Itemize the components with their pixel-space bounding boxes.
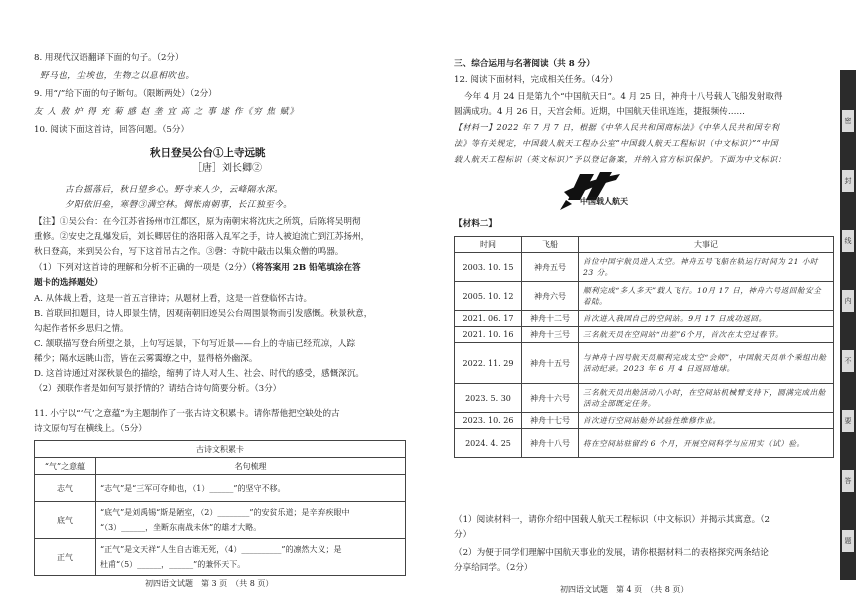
card-row-text: “志气”是“三军可夺帅也，（1）______”的坚守不移。	[96, 475, 406, 502]
option-d: D. 这首诗通过对深秋景色的描绘，缩骋了诗人对人生、社会、时代的感受，感慨深沉。	[34, 369, 365, 379]
card-row-text: “底气”是刘禹锡“斯是陋室，（2）________”的安贫乐道；是辛弃疾眼中 “（3）______，坐断东南战未休”的雄才大略。	[96, 502, 406, 539]
q12-1-line-1: （1）阅读材料一，请你介绍中国载人航天工程标识（中文标识）并揭示其寓意。（2	[454, 515, 771, 525]
question-8: 8. 用现代汉语翻译下面的句子。（2分）	[34, 53, 184, 63]
question-9: 9. 用“/”给下面的句子断句。（限断两处）（2分）	[34, 89, 217, 99]
material-1-line-2: 法》等有关规定，中国载人航天工程办公室“中国载人航天工程标识（中文标识）”“中国	[454, 139, 779, 148]
binding-mark: 题	[842, 530, 854, 552]
binding-mark: 线	[842, 230, 854, 252]
material-1-line-3: 载人航天工程标识（英文标识）”予以登记备案，并纳入官方标识保护。下面为中文标识：	[454, 155, 787, 164]
binding-mark: 要	[842, 410, 854, 432]
option-a: A. 从体裁上看，这是一首五言律诗；从题材上看，这是一首登临怀古诗。	[34, 294, 313, 304]
q12-1-line-2: 分）	[454, 530, 472, 540]
poem-note-3: 秋日登高，来到吴公台，写下这首吊古之作。③磬：寺院中敲击以集众僧的鸣器。	[34, 247, 344, 257]
table-row: 2023. 10. 26 神舟十七号 首次进行空间站舱外试验性维修作业。	[455, 413, 834, 429]
card-row-key: 底气	[35, 502, 96, 539]
question-12: 12. 阅读下面材料，完成相关任务。（4分）	[454, 75, 618, 85]
binding-mark: 答	[842, 470, 854, 492]
poetry-card-table	[34, 440, 406, 576]
binding-strip	[840, 70, 856, 580]
table-row: 2005. 10. 12 神舟六号 顺利完成“多人多天”载人飞行。10月 17 日，神舟六号返回舱安全着陆。	[455, 282, 834, 311]
question-10: 10. 阅读下面这首诗，回答问题。（5分）	[34, 125, 190, 135]
card-row-key: 正气	[35, 539, 96, 576]
table-head-ship: 飞船	[522, 237, 579, 253]
card-head-2: 名句梳理	[96, 458, 406, 475]
table-row: 2024. 4. 25 神舟十八号 将在空间站驻留约 6 个月，开展空间科学与应用实（试）验。	[455, 429, 834, 458]
table-row: 2022. 11. 29 神舟十五号 与神舟十四号航天员顺利完成太空“会师”，中国航天员单个乘组出舱活动纪录。2023 年 6 月 4 日返回地球。	[455, 343, 834, 384]
q12-2-line-2: 分享给同学。（2分）	[454, 563, 533, 573]
poem-note-1: 【注】①吴公台：在今江苏省扬州市江都区，原为南朝宋将沈庆之所筑，后陈将吴明彻	[34, 217, 361, 227]
option-b-line-1: B. 首联回扣题目，诗人即景生情，因观南朝旧迹吴公台周围景物而引发感慨。秋景秋意，	[34, 309, 373, 319]
intro-line-2: 圆满成功。4 月 26 日，天宫会师。近期，中国航天佳讯连连，捷报频传……	[454, 107, 746, 117]
binding-mark: 不	[842, 350, 854, 372]
material-1-line-1: 【材料一】2022 年 7 月 7 日，根据《中华人民共和国商标法》《中华人民共和国专利	[454, 123, 780, 132]
logo-text: 中国载人航天	[580, 197, 628, 206]
option-c-line-1: C. 颔联描写登台所望之景，上句写远景，下句写近景——台上的寺庙已经荒凉，人踪	[34, 339, 356, 349]
table-row: 2023. 5. 30 神舟十六号 三名航天员出舱活动八小时，在空间站机械臂支持下，圆满完成出舱活动全部既定任务。	[455, 384, 834, 413]
q10-1-instruction: 题卡的选择题处）	[34, 278, 103, 288]
card-head-1: “气”之意蕴	[35, 458, 96, 475]
q9-sentence: 友 人 敖 炉 得 充 菊 感 赵 垄 宜 高 之 事 遂 作《穷 焦 赋》	[34, 107, 299, 117]
q11-line-1: 11. 小宁以“‘气’之意蕴”为主题制作了一张古诗文积累卡。请你帮他把空缺处的古	[34, 409, 340, 419]
table-row: 2021. 06. 17 神舟十二号 首次进入我国自己的空间站。9月 17 日成功返回。	[455, 311, 834, 327]
spaceflight-table	[454, 236, 834, 458]
binding-mark: 密	[842, 110, 854, 132]
card-row-text: “正气”是文天祥“人生自古谁无死，（4）__________”的凛然大义；是 杜甫“（5）______，______”的兼怀天下。	[96, 539, 406, 576]
card-title: 古诗文积累卡	[35, 441, 406, 458]
table-head-date: 时间	[455, 237, 522, 253]
option-c-line-2: 稀少；隔水远眺山峦，皆在云雾霭缭之中，显得格外幽深。	[34, 354, 258, 364]
right-page	[430, 0, 860, 607]
china-manned-space-logo	[550, 170, 660, 212]
binding-mark: 封	[842, 170, 854, 192]
q12-2-line-1: （2）为便于同学们理解中国航天事业的发展，请你根据材料二的表格探究两条结论	[454, 548, 769, 558]
option-b-line-2: 勾起作者怀乡思归之情。	[34, 324, 129, 334]
section-3-heading: 三、综合运用与名著阅读（共 8 分）	[454, 59, 595, 69]
table-head-event: 大事记	[579, 237, 834, 253]
material-2-label: 【材料二】	[454, 219, 497, 229]
poem-line-1: 古台摇落后，秋日望乡心。野寺来人少，云峰隔水深。	[65, 185, 284, 195]
q10-2-prompt: （2）颈联作者是如何写景抒情的？请结合诗句简要分析。（3分）	[34, 384, 282, 394]
table-row: 2003. 10. 15 神舟五号 首位中国宇航员进入太空。神舟五号飞船在轨运行时间为 21 小时 23 分。	[455, 253, 834, 282]
poem-line-2: 夕阳依旧垒，寒磬③满空林。惆怅南朝事，长江独至今。	[65, 200, 293, 210]
page-footer-right: 初四语文试题 第 4 页 （共 8 页）	[560, 585, 689, 594]
page-footer-left: 初四语文试题 第 3 页 （共 8 页）	[145, 579, 274, 588]
q11-line-2: 诗文原句写在横线上。（5分）	[34, 424, 147, 434]
card-row-key: 志气	[35, 475, 96, 502]
poem-author: ［唐］刘长卿②	[192, 163, 262, 174]
poem-note-2: 重修。②安史之乱爆发后，刘长卿居住的洛阳落入乱军之手，诗人被迫流亡到江苏扬州，	[34, 232, 370, 242]
intro-line-1: 今年 4 月 24 日是第九个“中国航天日”。4 月 25 日，神舟十八号载人飞船发射取得	[464, 92, 783, 102]
binding-mark: 内	[842, 290, 854, 312]
q8-sentence: 野马也，尘埃也，生物之以息相吹也。	[40, 71, 195, 81]
poem-title: 秋日登吴公台①上寺远眺	[150, 147, 266, 159]
q10-1-prompt: （1）下列对这首诗的理解和分析不正确的一项是（2分）（将答案用 2B 铅笔填涂在答	[34, 263, 361, 273]
table-row: 2021. 10. 16 神舟十三号 三名航天员在空间站“出差”6个月，首次在太空过春节。	[455, 327, 834, 343]
